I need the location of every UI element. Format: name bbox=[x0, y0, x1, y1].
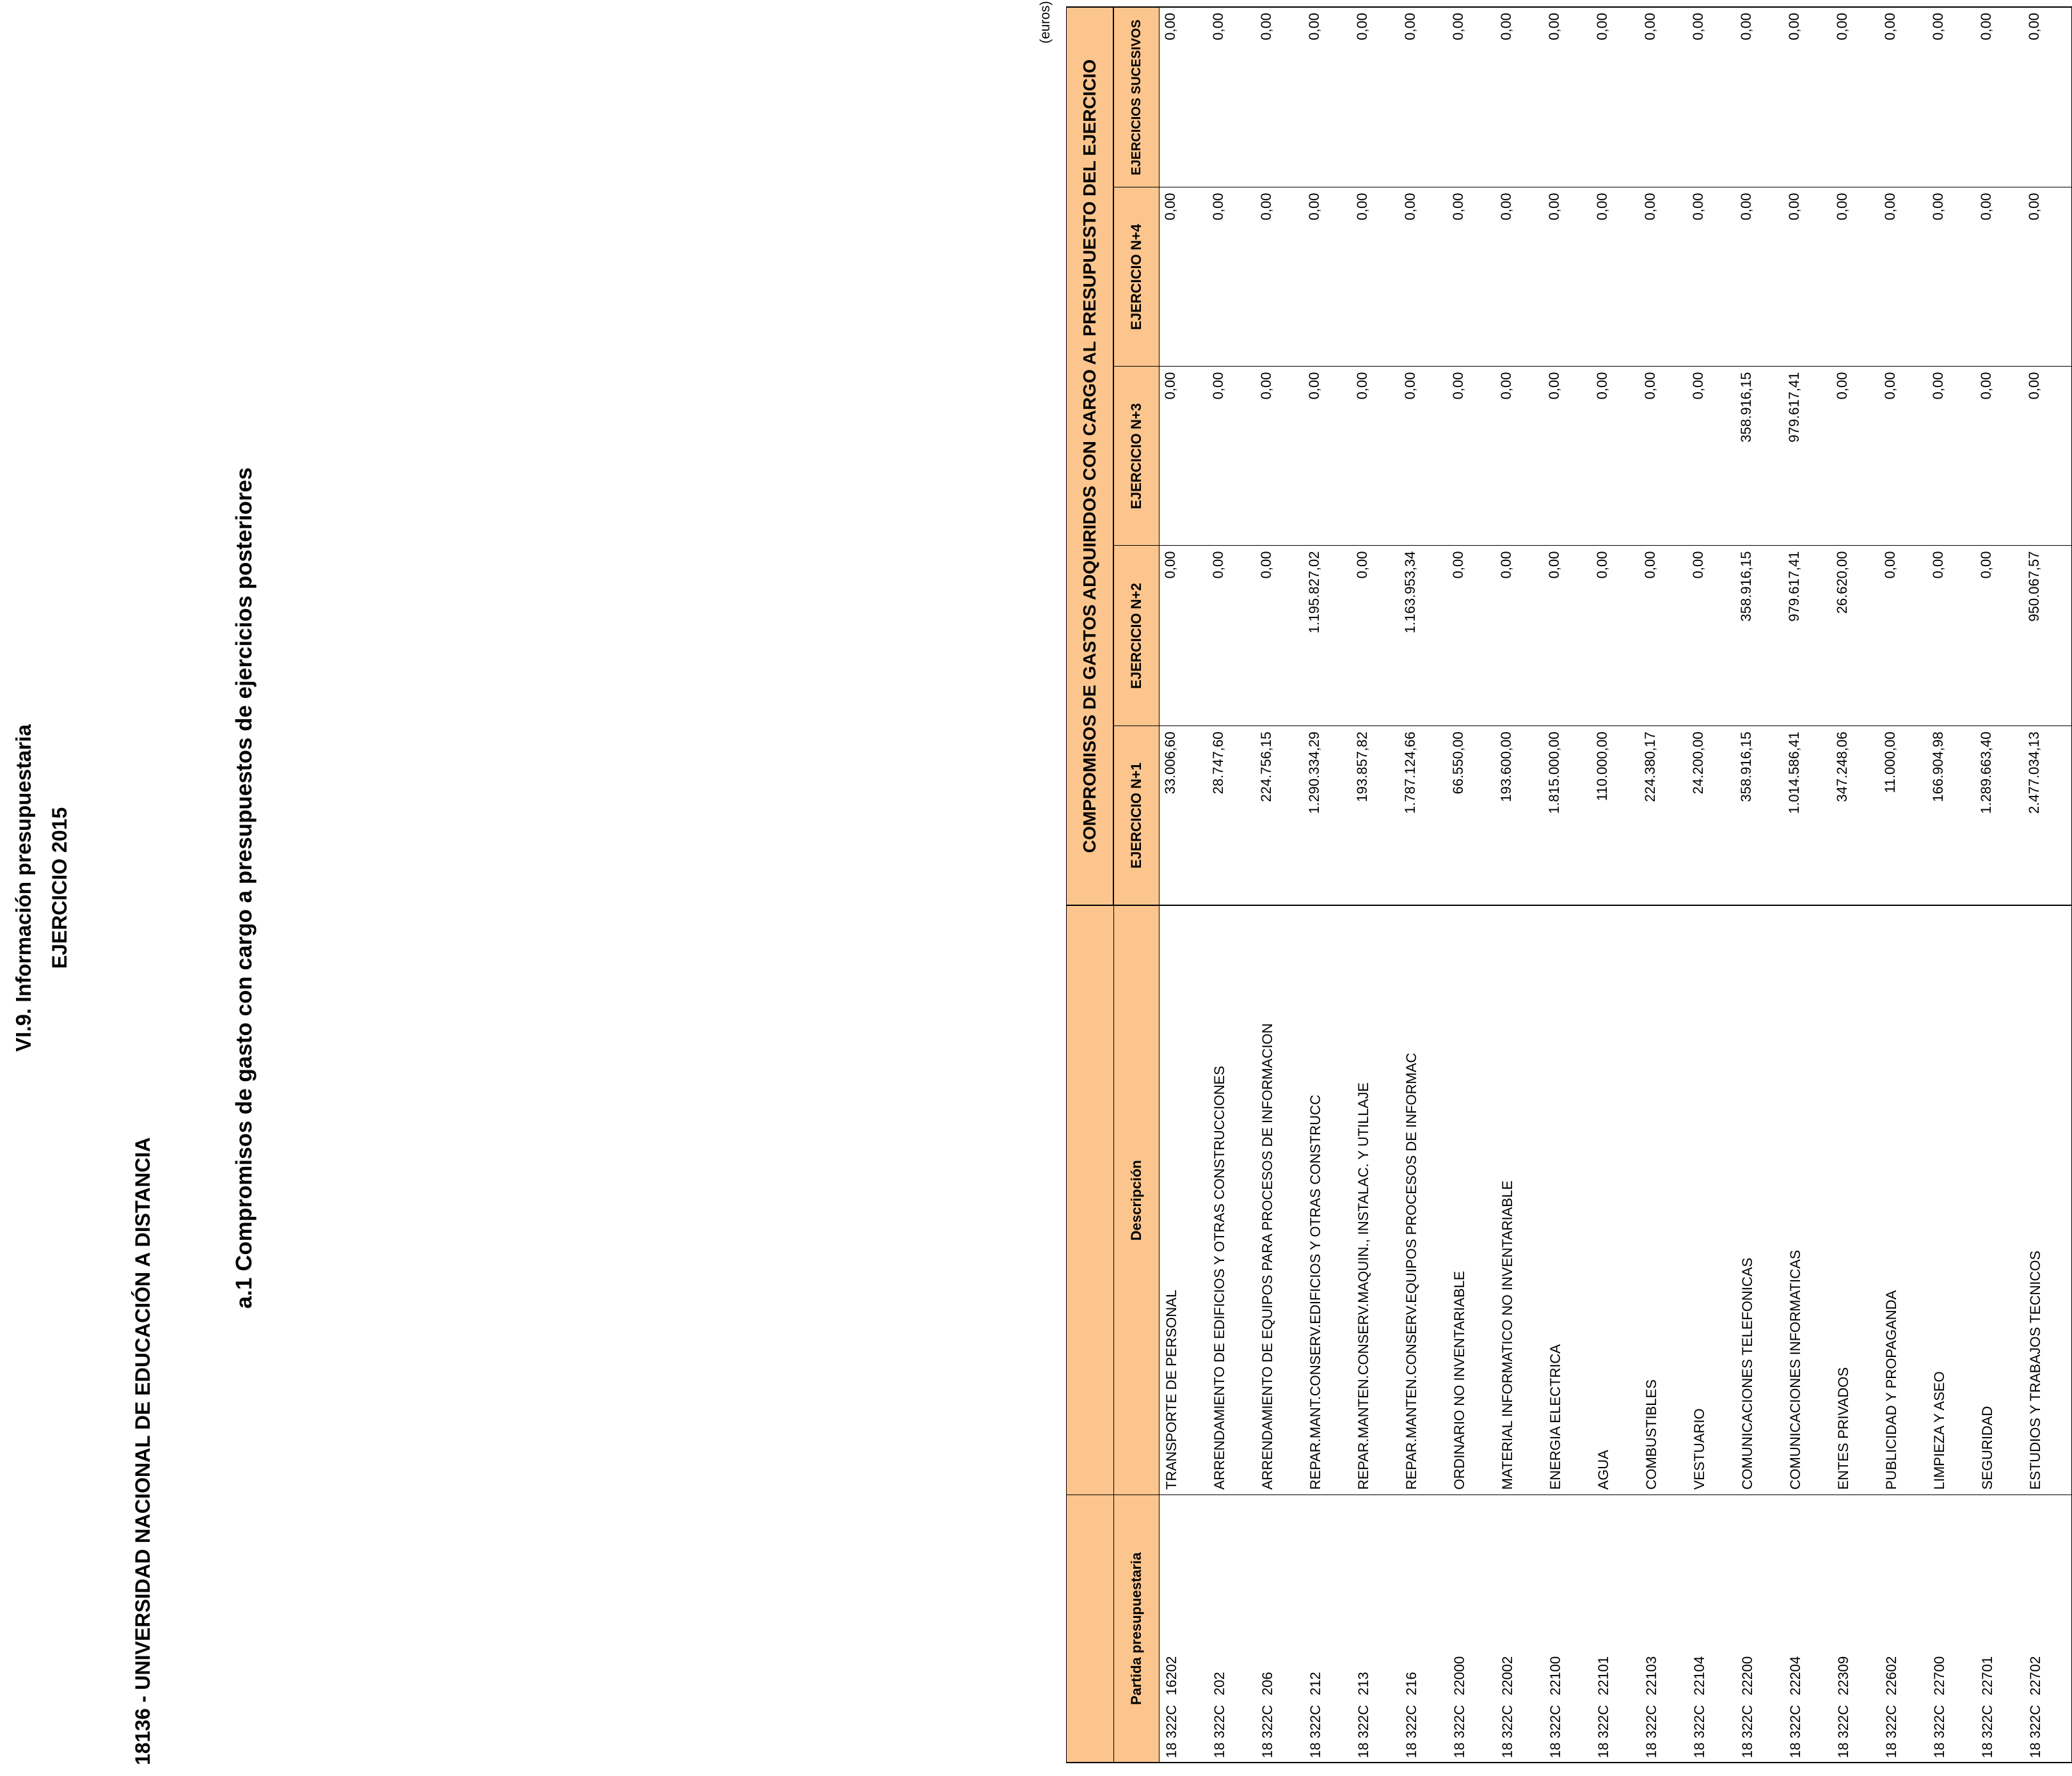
partida-cell bbox=[1543, 1495, 1591, 1763]
n3-cell: 0,00 bbox=[1207, 367, 1255, 546]
n1-cell: 193.857,82 bbox=[1351, 726, 1399, 905]
sucesivos-cell: 0,00 bbox=[1303, 7, 1351, 187]
n3-cell: 0,00 bbox=[1351, 367, 1399, 546]
fiscal-year: EJERCICIO 2015 bbox=[48, 807, 71, 969]
n2-cell: 26.620,00 bbox=[1831, 546, 1879, 726]
n1-cell: 66.550,00 bbox=[1447, 726, 1495, 905]
n2-cell: 0,00 bbox=[1927, 546, 1975, 726]
table-row bbox=[1351, 7, 1399, 1763]
n3-cell: 0,00 bbox=[1495, 367, 1543, 546]
partida-org: 18 322C bbox=[1451, 1704, 1467, 1758]
table-row bbox=[1207, 7, 1255, 1763]
partida-org: 18 322C bbox=[1835, 1704, 1851, 1758]
n1-cell: 224.380,17 bbox=[1639, 726, 1687, 905]
n3-cell: 0,00 bbox=[1687, 367, 1735, 546]
n1-cell: 1.787.124,66 bbox=[1399, 726, 1447, 905]
n4-cell: 0,00 bbox=[1735, 187, 1783, 367]
page-title: VI.9. Información presupuestaria bbox=[12, 724, 35, 1052]
col-header-descripcion: Descripción bbox=[1113, 905, 1160, 1495]
partida-code: 206 bbox=[1259, 1672, 1275, 1695]
n4-cell: 0,00 bbox=[1207, 187, 1255, 367]
col-header-partida: Partida presupuestaria bbox=[1113, 1495, 1160, 1763]
sucesivos-cell: 0,00 bbox=[2023, 7, 2072, 187]
n1-cell: 24.200,00 bbox=[1687, 726, 1735, 905]
col-header-n4: EJERCICIO N+4 bbox=[1113, 187, 1160, 367]
sucesivos-cell: 0,00 bbox=[1255, 7, 1303, 187]
units-label: (euros) bbox=[1038, 1, 1053, 44]
partida-code: 216 bbox=[1403, 1672, 1419, 1695]
partida-code: 16202 bbox=[1163, 1656, 1179, 1695]
partida-cell bbox=[1831, 1495, 1879, 1763]
sucesivos-cell: 0,00 bbox=[1160, 7, 1208, 187]
n4-cell: 0,00 bbox=[1975, 187, 2023, 367]
n1-cell: 28.747,60 bbox=[1207, 726, 1255, 905]
table-row bbox=[1879, 7, 1927, 1763]
table-row bbox=[1735, 7, 1783, 1763]
descripcion-cell: REPAR.MANTEN.CONSERV.EQUIPOS PROCESOS DE INFORMAC bbox=[1399, 905, 1447, 1495]
descripcion-cell: ARRENDAMIENTO DE EQUIPOS PARA PROCESOS DE INFORMACION bbox=[1255, 905, 1303, 1495]
descripcion-cell: LIMPIEZA Y ASEO bbox=[1927, 905, 1975, 1495]
partida-cell bbox=[1207, 1495, 1255, 1763]
partida-code: 22700 bbox=[1931, 1656, 1947, 1695]
table-body bbox=[1160, 7, 2072, 1763]
n4-cell: 0,00 bbox=[1879, 187, 1927, 367]
n2-cell: 0,00 bbox=[1207, 546, 1255, 726]
col-header-n3: EJERCICIO N+3 bbox=[1113, 367, 1160, 546]
n4-cell: 0,00 bbox=[2023, 187, 2072, 367]
partida-cell bbox=[1591, 1495, 1639, 1763]
commitments-table bbox=[1066, 6, 2072, 1763]
sucesivos-cell: 0,00 bbox=[1879, 7, 1927, 187]
partida-code: 22103 bbox=[1643, 1656, 1659, 1695]
n3-cell: 0,00 bbox=[2023, 367, 2072, 546]
n3-cell: 0,00 bbox=[1879, 367, 1927, 546]
n3-cell: 0,00 bbox=[1975, 367, 2023, 546]
n4-cell: 0,00 bbox=[1303, 187, 1351, 367]
organization-name: 18136 - UNIVERSIDAD NACIONAL DE EDUCACIÓN A DISTANCIA bbox=[131, 1137, 154, 1765]
sucesivos-cell: 0,00 bbox=[1543, 7, 1591, 187]
sucesivos-cell: 0,00 bbox=[1927, 7, 1975, 187]
table-row bbox=[1399, 7, 1447, 1763]
table-row bbox=[1975, 7, 2023, 1763]
n4-cell: 0,00 bbox=[1591, 187, 1639, 367]
n4-cell: 0,00 bbox=[1160, 187, 1208, 367]
partida-org: 18 322C bbox=[1211, 1704, 1227, 1758]
descripcion-cell: ESTUDIOS Y TRABAJOS TECNICOS bbox=[2023, 905, 2072, 1495]
descripcion-cell: SEGURIDAD bbox=[1975, 905, 2023, 1495]
n3-cell: 0,00 bbox=[1303, 367, 1351, 546]
n3-cell: 0,00 bbox=[1160, 367, 1208, 546]
partida-cell bbox=[1639, 1495, 1687, 1763]
n1-cell: 33.006,60 bbox=[1160, 726, 1208, 905]
partida-org: 18 322C bbox=[1355, 1704, 1371, 1758]
table-row bbox=[1303, 7, 1351, 1763]
header-blank-partida bbox=[1067, 1495, 1114, 1763]
descripcion-cell: ENTES PRIVADOS bbox=[1831, 905, 1879, 1495]
n4-cell: 0,00 bbox=[1495, 187, 1543, 367]
partida-code: 22200 bbox=[1739, 1656, 1755, 1695]
partida-org: 18 322C bbox=[1595, 1704, 1611, 1758]
descripcion-cell: REPAR.MANT.CONSERV.EDIFICIOS Y OTRAS CONSTRUCC bbox=[1303, 905, 1351, 1495]
partida-org: 18 322C bbox=[1643, 1704, 1659, 1758]
partida-cell bbox=[1303, 1495, 1351, 1763]
partida-code: 22702 bbox=[2027, 1656, 2043, 1695]
n2-cell: 0,00 bbox=[1591, 546, 1639, 726]
n4-cell: 0,00 bbox=[1831, 187, 1879, 367]
n3-cell: 0,00 bbox=[1399, 367, 1447, 546]
descripcion-cell: VESTUARIO bbox=[1687, 905, 1735, 1495]
partida-org: 18 322C bbox=[1931, 1704, 1947, 1758]
n1-cell: 11.000,00 bbox=[1879, 726, 1927, 905]
partida-cell bbox=[1687, 1495, 1735, 1763]
partida-code: 202 bbox=[1211, 1672, 1227, 1695]
n4-cell: 0,00 bbox=[1399, 187, 1447, 367]
partida-code: 22309 bbox=[1835, 1656, 1851, 1695]
n1-cell: 224.756,15 bbox=[1255, 726, 1303, 905]
n1-cell: 1.289.663,40 bbox=[1975, 726, 2023, 905]
n3-cell: 0,00 bbox=[1543, 367, 1591, 546]
partida-cell bbox=[1447, 1495, 1495, 1763]
partida-cell bbox=[1351, 1495, 1399, 1763]
n2-cell: 0,00 bbox=[1639, 546, 1687, 726]
partida-code: 22204 bbox=[1787, 1656, 1803, 1695]
n4-cell: 0,00 bbox=[1639, 187, 1687, 367]
n4-cell: 0,00 bbox=[1783, 187, 1831, 367]
n1-cell: 1.815.000,00 bbox=[1543, 726, 1591, 905]
descripcion-cell: ARRENDAMIENTO DE EDIFICIOS Y OTRAS CONSTRUCCIONES bbox=[1207, 905, 1255, 1495]
partida-code: 212 bbox=[1307, 1672, 1323, 1695]
n1-cell: 193.600,00 bbox=[1495, 726, 1543, 905]
partida-code: 22002 bbox=[1499, 1656, 1515, 1695]
group-header: COMPROMISOS DE GASTOS ADQUIRIDOS CON CARGO AL PRESUPUESTO DEL EJERCICIO bbox=[1067, 7, 1114, 905]
table-row bbox=[1543, 7, 1591, 1763]
table-row bbox=[1927, 7, 1975, 1763]
n1-cell: 1.014.586,41 bbox=[1783, 726, 1831, 905]
partida-cell bbox=[1160, 1495, 1208, 1763]
partida-org: 18 322C bbox=[1403, 1704, 1419, 1758]
n2-cell: 0,00 bbox=[1351, 546, 1399, 726]
n4-cell: 0,00 bbox=[1543, 187, 1591, 367]
partida-code: 22101 bbox=[1595, 1656, 1611, 1695]
table-row bbox=[1687, 7, 1735, 1763]
table-row bbox=[2023, 7, 2072, 1763]
table-row bbox=[1160, 7, 1208, 1763]
descripcion-cell: AGUA bbox=[1591, 905, 1639, 1495]
descripcion-cell: REPAR.MANTEN.CONSERV.MAQUIN., INSTALAC. Y UTILLAJE bbox=[1351, 905, 1399, 1495]
partida-cell bbox=[1735, 1495, 1783, 1763]
table-row bbox=[1639, 7, 1687, 1763]
partida-cell bbox=[1495, 1495, 1543, 1763]
sucesivos-cell: 0,00 bbox=[1975, 7, 2023, 187]
partida-org: 18 322C bbox=[1547, 1704, 1563, 1758]
sucesivos-cell: 0,00 bbox=[1207, 7, 1255, 187]
partida-org: 18 322C bbox=[2027, 1704, 2043, 1758]
table-row bbox=[1447, 7, 1495, 1763]
section-subtitle: a.1 Compromisos de gasto con cargo a presupuestos de ejercicios posteriores bbox=[232, 467, 257, 1309]
descripcion-cell: ENERGIA ELECTRICA bbox=[1543, 905, 1591, 1495]
partida-code: 22000 bbox=[1451, 1656, 1467, 1695]
partida-org: 18 322C bbox=[1691, 1704, 1707, 1758]
col-header-sucesivos: EJERCICIOS SUCESIVOS bbox=[1113, 7, 1160, 187]
n2-cell: 1.195.827,02 bbox=[1303, 546, 1351, 726]
partida-org: 18 322C bbox=[1307, 1704, 1323, 1758]
partida-code: 22701 bbox=[1979, 1656, 1995, 1695]
descripcion-cell: COMUNICACIONES TELEFONICAS bbox=[1735, 905, 1783, 1495]
n1-cell: 358.916,15 bbox=[1735, 726, 1783, 905]
n2-cell: 0,00 bbox=[1447, 546, 1495, 726]
sucesivos-cell: 0,00 bbox=[1447, 7, 1495, 187]
col-header-n1: EJERCICIO N+1 bbox=[1113, 726, 1160, 905]
n3-cell: 0,00 bbox=[1255, 367, 1303, 546]
n2-cell: 0,00 bbox=[1255, 546, 1303, 726]
partida-org: 18 322C bbox=[1979, 1704, 1995, 1758]
sucesivos-cell: 0,00 bbox=[1495, 7, 1543, 187]
partida-code: 213 bbox=[1355, 1672, 1371, 1695]
header-blank-descripcion bbox=[1067, 905, 1114, 1495]
n3-cell: 979.617,41 bbox=[1783, 367, 1831, 546]
n1-cell: 347.248,06 bbox=[1831, 726, 1879, 905]
partida-code: 22100 bbox=[1547, 1656, 1563, 1695]
partida-org: 18 322C bbox=[1739, 1704, 1755, 1758]
n2-cell: 979.617,41 bbox=[1783, 546, 1831, 726]
n2-cell: 0,00 bbox=[1495, 546, 1543, 726]
sucesivos-cell: 0,00 bbox=[1639, 7, 1687, 187]
table-row bbox=[1783, 7, 1831, 1763]
n3-cell: 0,00 bbox=[1639, 367, 1687, 546]
sucesivos-cell: 0,00 bbox=[1831, 7, 1879, 187]
table-row bbox=[1591, 7, 1639, 1763]
descripcion-cell: TRANSPORTE DE PERSONAL bbox=[1160, 905, 1208, 1495]
n2-cell: 0,00 bbox=[1879, 546, 1927, 726]
n2-cell: 950.067,57 bbox=[2023, 546, 2072, 726]
partida-cell bbox=[1975, 1495, 2023, 1763]
partida-cell bbox=[1927, 1495, 1975, 1763]
descripcion-cell: MATERIAL INFORMATICO NO INVENTARIABLE bbox=[1495, 905, 1543, 1495]
descripcion-cell: COMBUSTIBLES bbox=[1639, 905, 1687, 1495]
n4-cell: 0,00 bbox=[1687, 187, 1735, 367]
table-row bbox=[1495, 7, 1543, 1763]
partida-org: 18 322C bbox=[1883, 1704, 1899, 1758]
n3-cell: 358.916,15 bbox=[1735, 367, 1783, 546]
n1-cell: 2.477.034,13 bbox=[2023, 726, 2072, 905]
partida-cell bbox=[1399, 1495, 1447, 1763]
n3-cell: 0,00 bbox=[1591, 367, 1639, 546]
sucesivos-cell: 0,00 bbox=[1591, 7, 1639, 187]
n1-cell: 166.904,98 bbox=[1927, 726, 1975, 905]
n3-cell: 0,00 bbox=[1831, 367, 1879, 546]
partida-org: 18 322C bbox=[1787, 1704, 1803, 1758]
col-header-n2: EJERCICIO N+2 bbox=[1113, 546, 1160, 726]
n2-cell: 0,00 bbox=[1687, 546, 1735, 726]
n2-cell: 0,00 bbox=[1975, 546, 2023, 726]
table-row bbox=[1255, 7, 1303, 1763]
partida-cell bbox=[1255, 1495, 1303, 1763]
partida-cell bbox=[2023, 1495, 2072, 1763]
partida-org: 18 322C bbox=[1259, 1704, 1275, 1758]
n2-cell: 1.163.953,34 bbox=[1399, 546, 1447, 726]
sucesivos-cell: 0,00 bbox=[1399, 7, 1447, 187]
partida-cell bbox=[1879, 1495, 1927, 1763]
partida-cell bbox=[1783, 1495, 1831, 1763]
n1-cell: 1.290.334,29 bbox=[1303, 726, 1351, 905]
n4-cell: 0,00 bbox=[1255, 187, 1303, 367]
descripcion-cell: ORDINARIO NO INVENTARIABLE bbox=[1447, 905, 1495, 1495]
table-row bbox=[1831, 7, 1879, 1763]
n2-cell: 358.916,15 bbox=[1735, 546, 1783, 726]
descripcion-cell: PUBLICIDAD Y PROPAGANDA bbox=[1879, 905, 1927, 1495]
descripcion-cell: COMUNICACIONES INFORMATICAS bbox=[1783, 905, 1831, 1495]
sucesivos-cell: 0,00 bbox=[1687, 7, 1735, 187]
partida-org: 18 322C bbox=[1499, 1704, 1515, 1758]
n4-cell: 0,00 bbox=[1447, 187, 1495, 367]
sucesivos-cell: 0,00 bbox=[1351, 7, 1399, 187]
n1-cell: 110.000,00 bbox=[1591, 726, 1639, 905]
partida-org: 18 322C bbox=[1163, 1704, 1179, 1758]
partida-code: 22602 bbox=[1883, 1656, 1899, 1695]
n3-cell: 0,00 bbox=[1447, 367, 1495, 546]
partida-code: 22104 bbox=[1691, 1656, 1707, 1695]
n4-cell: 0,00 bbox=[1351, 187, 1399, 367]
n2-cell: 0,00 bbox=[1160, 546, 1208, 726]
n2-cell: 0,00 bbox=[1543, 546, 1591, 726]
sucesivos-cell: 0,00 bbox=[1783, 7, 1831, 187]
n3-cell: 0,00 bbox=[1927, 367, 1975, 546]
sucesivos-cell: 0,00 bbox=[1735, 7, 1783, 187]
n4-cell: 0,00 bbox=[1927, 187, 1975, 367]
